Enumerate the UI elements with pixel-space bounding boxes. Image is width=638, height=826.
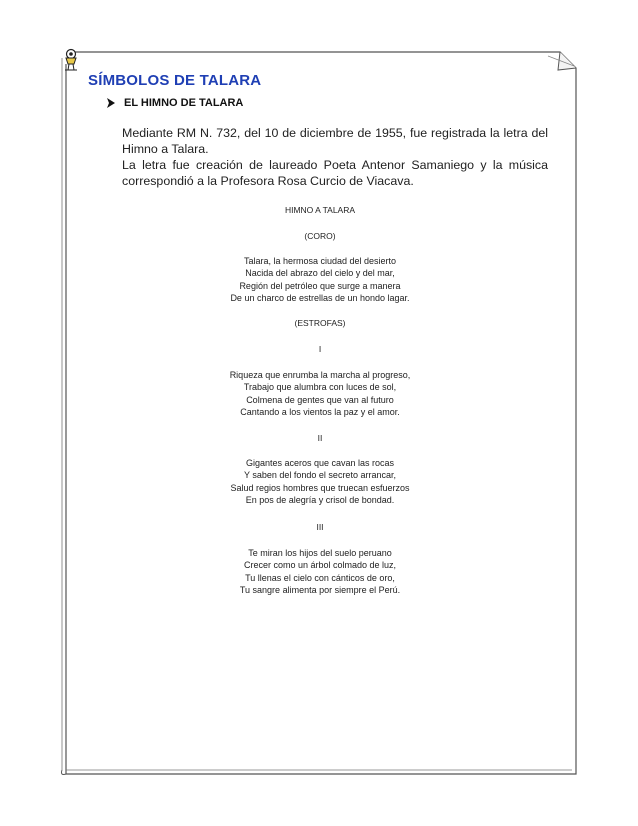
verse-line: Riqueza que enrumba la marcha al progreso,	[229, 370, 411, 380]
subsection-heading	[106, 97, 243, 109]
verse-line: Te miran los hijos del suelo peruano	[248, 548, 392, 558]
verse-line: Tu llenas el cielo con cánticos de oro,	[245, 572, 395, 583]
verse-line: Tu sangre alimenta por siempre el Perú.	[239, 585, 401, 596]
stanza-numeral: I	[318, 344, 322, 354]
stanza-numeral: III	[316, 522, 324, 532]
verse-line: Gigantes aceros que cavan las rocas	[245, 458, 395, 468]
arrow-bullet-icon	[106, 97, 116, 109]
verse-line: Región del petróleo que surge a manera	[239, 280, 401, 291]
verse-line: Crecer como un árbol colmado de luz,	[243, 560, 397, 571]
stanza-verse	[170, 457, 470, 507]
verse-line: Y saben del fondo el secreto arrancar,	[244, 470, 396, 481]
subsection-title: EL HIMNO DE TALARA	[124, 97, 244, 109]
chorus-label: (CORO)	[304, 231, 336, 241]
verse-line: En pos de alegría y crisol de bondad.	[245, 495, 395, 506]
scroll-pin-icon	[62, 48, 82, 72]
verse-line: Nacida del abrazo del cielo y del mar,	[245, 268, 395, 279]
verse-line: De un charco de estrellas de un hondo lagar.	[230, 293, 410, 304]
hymn-title: HIMNO A TALARA	[284, 205, 356, 215]
stanza-numeral: II	[317, 433, 323, 443]
verse-line: Salud regios hombres que truecan esfuerzos	[230, 482, 410, 493]
verse-line: Colmena de gentes que van al futuro	[246, 394, 394, 405]
intro-text	[122, 125, 548, 189]
verse-line: Trabajo que alumbra con luces de sol,	[243, 382, 397, 393]
stanzas-label: (ESTROFAS)	[294, 318, 346, 328]
stanza-verse	[170, 369, 470, 419]
stanza-verse	[170, 547, 470, 597]
verse-line: Cantando a los vientos la paz y el amor.	[240, 407, 400, 418]
section-title: SÍMBOLOS DE TALARA	[88, 72, 262, 89]
chorus-verse	[170, 255, 470, 305]
intro-paragraph: Mediante RM N. 732, del 10 de diciembre de 1955, fue registrada la letra del Himno a Talara.	[122, 126, 548, 156]
intro-paragraph: La letra fue creación de laureado Poeta Antenor Samaniego y la música correspondió a la Profesora Rosa Curcio de Viacava.	[122, 158, 548, 188]
verse-line: Talara, la hermosa ciudad del desierto	[243, 256, 397, 266]
